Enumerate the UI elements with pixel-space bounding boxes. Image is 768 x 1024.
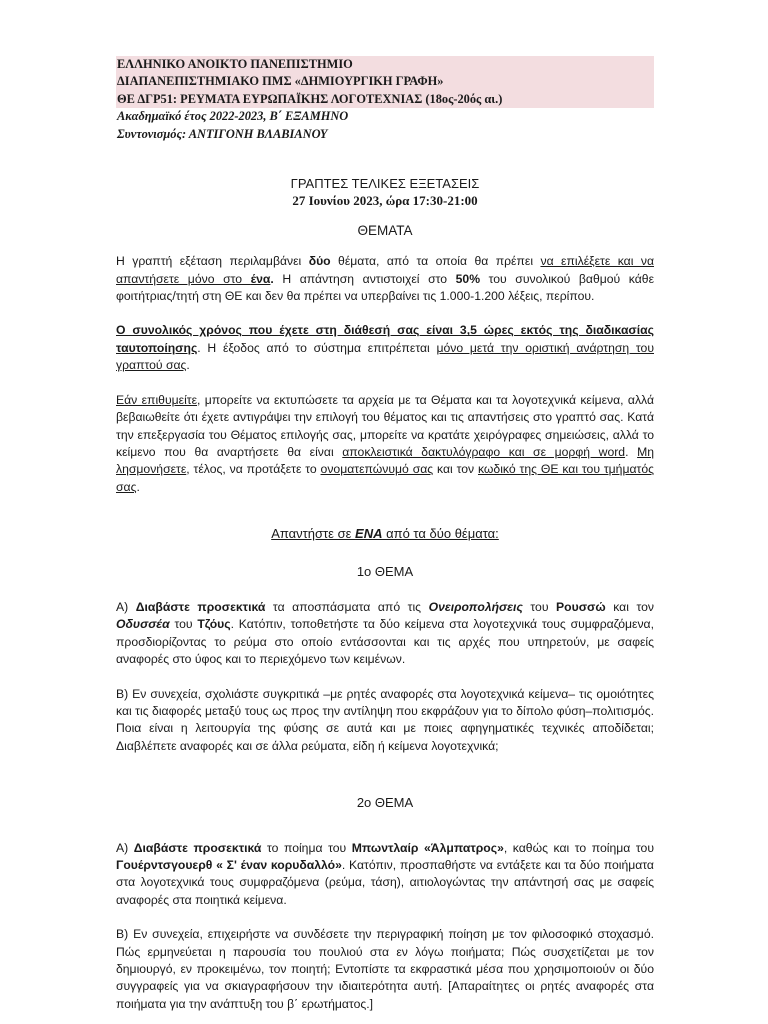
- text-run: του: [522, 599, 557, 614]
- university-name: ΕΛΛΗΝΙΚΟ ΑΝΟΙΚΤΟ ΠΑΝΕΠΙΣΤΗΜΙΟ: [116, 56, 654, 73]
- text-run: δύο: [308, 254, 331, 269]
- text-run: . Κατόπιν, τοποθετήστε τα δύο κείμενα στα λογοτεχνικά τους συμφραζόμενα, προσδιορίζοντας το ρεύμα στο οποίο εντάσσονται και τις αρχές που υπηρετούν, με σαφείς αναφορές στο ύφος και το περιεχόμενο των κειμένων.: [116, 617, 654, 667]
- text-run: ΕΝΑ: [355, 526, 383, 542]
- text-run: , μπορείτε να εκτυπώσετε τα αρχεία με τα Θέματα και τα λογοτεχνικά κείμενα, αλλά βεβαιωθείτε ότι έχετε αντιγράψει την επιλογή του θέματος και τις απαντήσεις στο γραπτό σας. Κατά την επεξεργασία του Θέματος επιλογής σας, μπορείτε να κρατάτε χειρόγραφες σημειώσεις, αλλά το κείμενο που θα αναρτήσετε θα είναι: [116, 392, 654, 459]
- topic-2-part-a: [116, 840, 654, 910]
- coordinator-label: Συντονισμός:: [117, 126, 187, 141]
- text-run: 50%: [455, 271, 481, 286]
- intro-paragraph-1: [116, 253, 654, 305]
- text-run: το ποίημα του: [261, 840, 352, 855]
- intro-paragraph-3: [116, 392, 654, 496]
- text-run: και τον: [605, 599, 655, 614]
- text-run: . Η έξοδος από το σύστημα επιτρέπεται: [197, 340, 437, 355]
- text-run: Γουέρντσγουερθ « Σ' έναν κορυδαλλό»: [116, 858, 342, 872]
- text-run: , τέλος, να προτάξετε το: [186, 462, 321, 477]
- academic-year: Ακαδημαϊκό έτος 2022-2023, Β΄ ΕΞΑΜΗΝΟ: [117, 109, 349, 124]
- text-run: να επιλέξετε και να απαντήσετε μόνο στο: [116, 254, 654, 286]
- text-run: κωδικό της ΘΕ και του τμήματός σας: [116, 462, 654, 494]
- text-run: . Κατόπιν, προσπαθήστε να εντάξετε και τα δύο ποιήματα στα λογοτεχνικά τους συμφραζόμενα (ρεύμα, τάση), αιτιολογώντας την απάντησή σας με σαφείς αναφορές στα ποιητικά κείμενα.: [116, 858, 654, 907]
- exam-document: [116, 56, 654, 1013]
- module-name: ΘΕ ΔΓΡ51: ΡΕΥΜΑΤΑ ΕΥΡΩΠΑΪΚΗΣ ΛΟΓΟΤΕΧΝΙΑΣ (18ος-20ός αι.): [116, 91, 654, 108]
- text-run: Η γραπτή εξέταση περιλαμβάνει: [116, 254, 309, 269]
- text-run: Διαβάστε προσεκτικά: [133, 840, 262, 855]
- coordinator-line: [116, 126, 654, 143]
- text-run: από τα δύο θέματα:: [382, 526, 499, 542]
- text-run: .: [186, 358, 190, 373]
- text-run: Ο συνολικός χρόνος που έχετε στη διάθεσή σας είναι 3,5 ώρες εκτός της διαδικασίας ταυτοποίησης: [116, 323, 654, 355]
- text-run: ένα: [250, 271, 271, 286]
- text-run: Οδυσσέα: [116, 617, 170, 632]
- text-run: θέματα, από τα οποία θα πρέπει: [330, 254, 541, 269]
- text-run: Απαντήστε σε: [271, 526, 356, 542]
- exam-title: ΓΡΑΠΤΕΣ ΤΕΛΙΚΕΣ ΕΞΕΤΑΣΕΙΣ: [290, 176, 480, 192]
- text-run: ονοματεπώνυμό σας: [320, 462, 434, 477]
- text-run: Α): [116, 840, 134, 855]
- exam-date: 27 Ιουνίου 2023, ώρα 17:30-21:00: [292, 193, 478, 209]
- text-run: , καθώς και το ποίημα του: [503, 840, 654, 855]
- text-run: Η απάντηση αντιστοιχεί στο: [273, 271, 456, 286]
- intro-paragraph-2: [116, 322, 654, 374]
- topic-1-part-b: Β) Εν συνεχεία, σχολιάστε συγκριτικά –με ρητές αναφορές στα λογοτεχνικά κείμενα– τις ομοιότητες και τις διαφορές μεταξύ τους ως προς την αντίληψη που εκφράζουν για το δίπολο φύση–πολιτισμός. Ποια είναι η λειτουργία της φύσης σε αυτά και με ποιες αφηγηματικές τεχνικές αποδίδεται; Διαβλέπετε αναφορές και σε άλλα ρεύματα, είδη ή κείμενα λογοτεχνικά;: [116, 686, 654, 753]
- text-run: Α): [116, 599, 136, 614]
- text-run: Εάν επιθυμείτε: [116, 392, 198, 407]
- topic-1-heading: 1ο ΘΕΜΑ: [356, 563, 414, 579]
- text-run: του συνολικού βαθμού κάθε φοιτήτριας/τητή στη ΘΕ και δεν θα πρέπει να υπερβαίνει τις 1.000-1.200 λέξεις, περίπου.: [116, 271, 655, 304]
- choose-one-instruction: [116, 525, 654, 542]
- text-run: μόνο μετά την οριστική ανάρτηση του γραπτού σας: [116, 340, 654, 373]
- topic-1-part-a: [116, 599, 654, 669]
- text-run: Ονειροπολήσεις: [428, 599, 523, 614]
- header-block: [116, 56, 654, 143]
- topic-2-heading: 2ο ΘΕΜΑ: [356, 795, 414, 811]
- text-run: .: [270, 271, 274, 286]
- text-run: Μπωντλαίρ «Άλμπατρος»: [351, 840, 504, 855]
- text-run: .: [136, 479, 140, 494]
- text-run: Μη λησμονήσετε: [116, 444, 654, 477]
- program-name: ΔΙΑΠΑΝΕΠΙΣΤΗΜΙΑΚΟ ΠΜΣ «ΔΗΜΙΟΥΡΓΙΚΗ ΓΡΑΦΗ»: [116, 73, 654, 90]
- coordinator-name: ΑΝΤΙΓΟΝΗ ΒΛΑΒΙΑΝΟΥ: [186, 126, 328, 141]
- text-run: και τον: [433, 462, 478, 477]
- text-run: αποκλειστικά δακτυλόγραφο και σε μορφή word: [342, 444, 626, 459]
- text-run: Διαβάστε προσεκτικά: [135, 599, 266, 614]
- text-run: τα αποσπάσματα από τις: [265, 599, 429, 614]
- topics-heading: ΘΕΜΑΤΑ: [357, 222, 413, 238]
- text-run: Τζόυς: [197, 617, 231, 632]
- text-run: του: [169, 617, 198, 632]
- text-run: .: [625, 444, 638, 459]
- text-run: Ρουσσώ: [556, 599, 606, 614]
- topic-2-part-b: Β) Εν συνεχεία, επιχειρήστε να συνδέσετε την περιγραφική ποίηση με τον φιλοσοφικό στοχασμό. Πώς ερμηνεύεται η παρουσία του πουλιού στα εν λόγω ποιήματα; Πώς συσχετίζεται με τον δημιουργό, εν προκειμένω, τον ποιητή; Εντοπίστε τα εκφραστικά μέσα που χρησιμοποιούν οι δύο συγγραφείς για να σκιαγραφήσουν την ιδιαιτερότητα αυτή. [Απαραίτητες οι ρητές αναφορές στα ποιήματα για την ανάπτυξη του β΄ ερωτήματος.]: [116, 927, 654, 1011]
